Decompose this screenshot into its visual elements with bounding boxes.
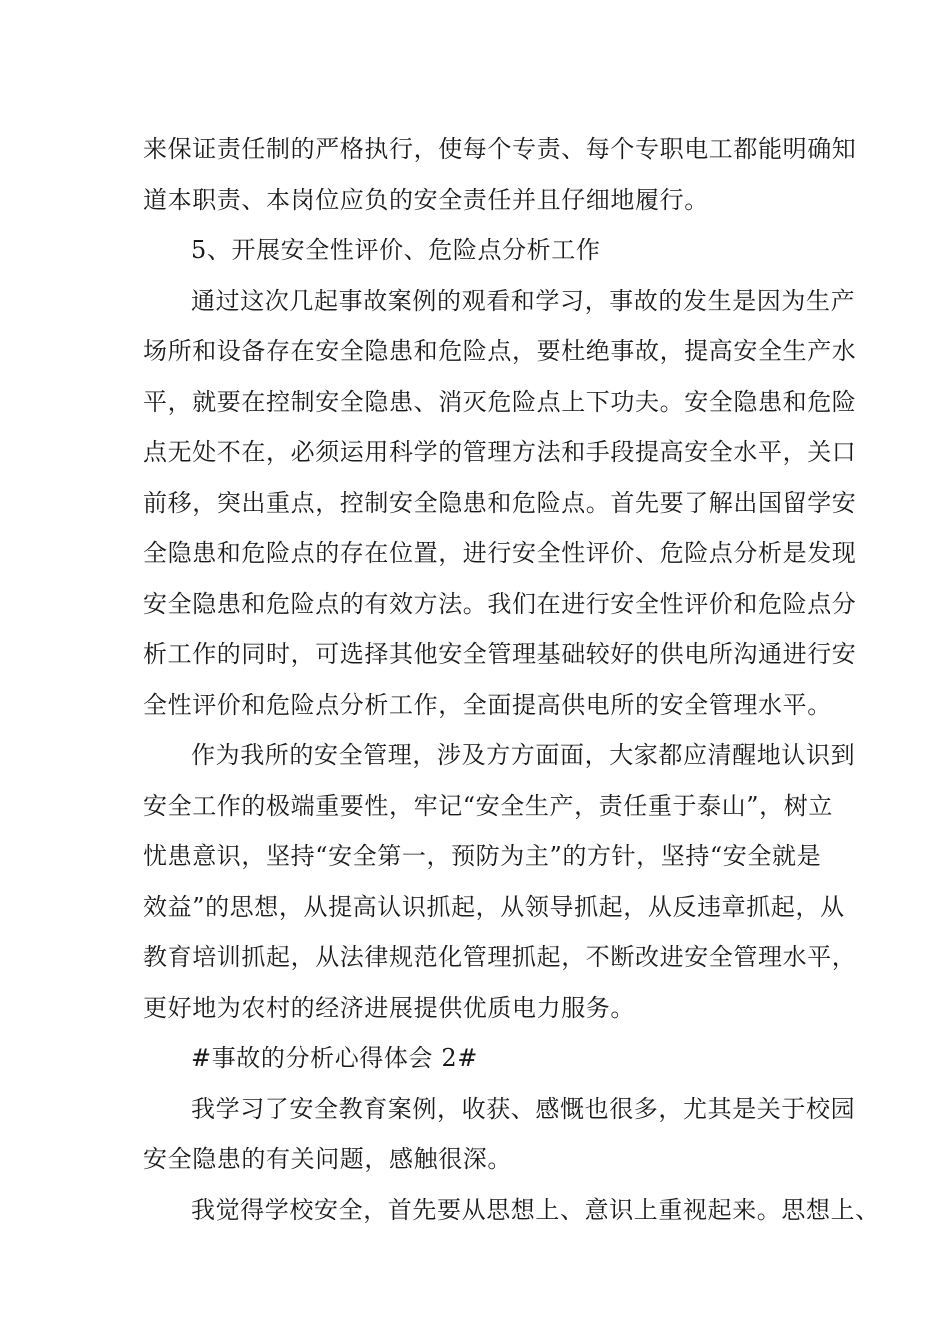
- text-line: 作为我所的安全管理，涉及方方面面，大家都应清醒地认识到: [191, 741, 856, 769]
- document-body: [143, 124, 880, 1235]
- text-line: 更好地为农村的经济进展提供优质电力服务。: [143, 993, 635, 1022]
- text-line: 我学习了安全教育案例，收获、感慨也很多，尤其是关于校园: [191, 1094, 856, 1123]
- text-line: 前移，突出重点，控制安全隐患和危险点。首先要了解出国留学安: [143, 488, 857, 517]
- text-line: 全性评价和危险点分析工作，全面提高供电所的安全管理水平。: [143, 690, 832, 719]
- section-heading: 5、开展安全性评价、危险点分析工作: [191, 236, 601, 264]
- text-line: 忧患意识，坚持“安全第一，预防为主”的方针，坚持“安全就是: [143, 842, 822, 870]
- text-line: 教育培训抓起，从法律规范化管理抓起，不断改进安全管理水平，: [143, 943, 857, 971]
- text-line: 全隐患和危险点的存在位置，进行安全性评价、危险点分析是发现: [143, 539, 857, 567]
- section-heading: #事故的分析心得体会 2#: [191, 1044, 478, 1072]
- text-line: 平，就要在控制安全隐患、消灭危险点上下功夫。安全隐患和危险: [143, 387, 857, 416]
- text-line: 我觉得学校安全，首先要从思想上、意识上重视起来。思想上、: [191, 1195, 880, 1224]
- text-line: 效益”的思想，从提高认识抓起，从领导抓起，从反违章抓起，从: [143, 892, 845, 921]
- text-line: 点无处不在，必须运用科学的管理方法和手段提高安全水平，关口: [143, 438, 857, 466]
- text-line: 析工作的同时，可选择其他安全管理基础较好的供电所沟通进行安: [143, 640, 857, 668]
- text-line: 安全工作的极端重要性，牢记“安全生产，责任重于泰山”，树立: [143, 791, 833, 820]
- text-line: 安全隐患和危险点的有效方法。我们在进行安全性评价和危险点分: [143, 589, 857, 618]
- text-line: 道本职责、本岗位应负的安全责任并且仔细地履行。: [143, 185, 709, 214]
- text-line: 来保证责任制的严格执行，使每个专责、每个专职电工都能明确知: [143, 135, 857, 163]
- text-line: 安全隐患的有关问题，感触很深。: [143, 1145, 512, 1173]
- text-line: 场所和设备存在安全隐患和危险点，要杜绝事故，提高安全生产水: [143, 337, 857, 365]
- text-line: 通过这次几起事故案例的观看和学习，事故的发生是因为生产: [191, 286, 856, 315]
